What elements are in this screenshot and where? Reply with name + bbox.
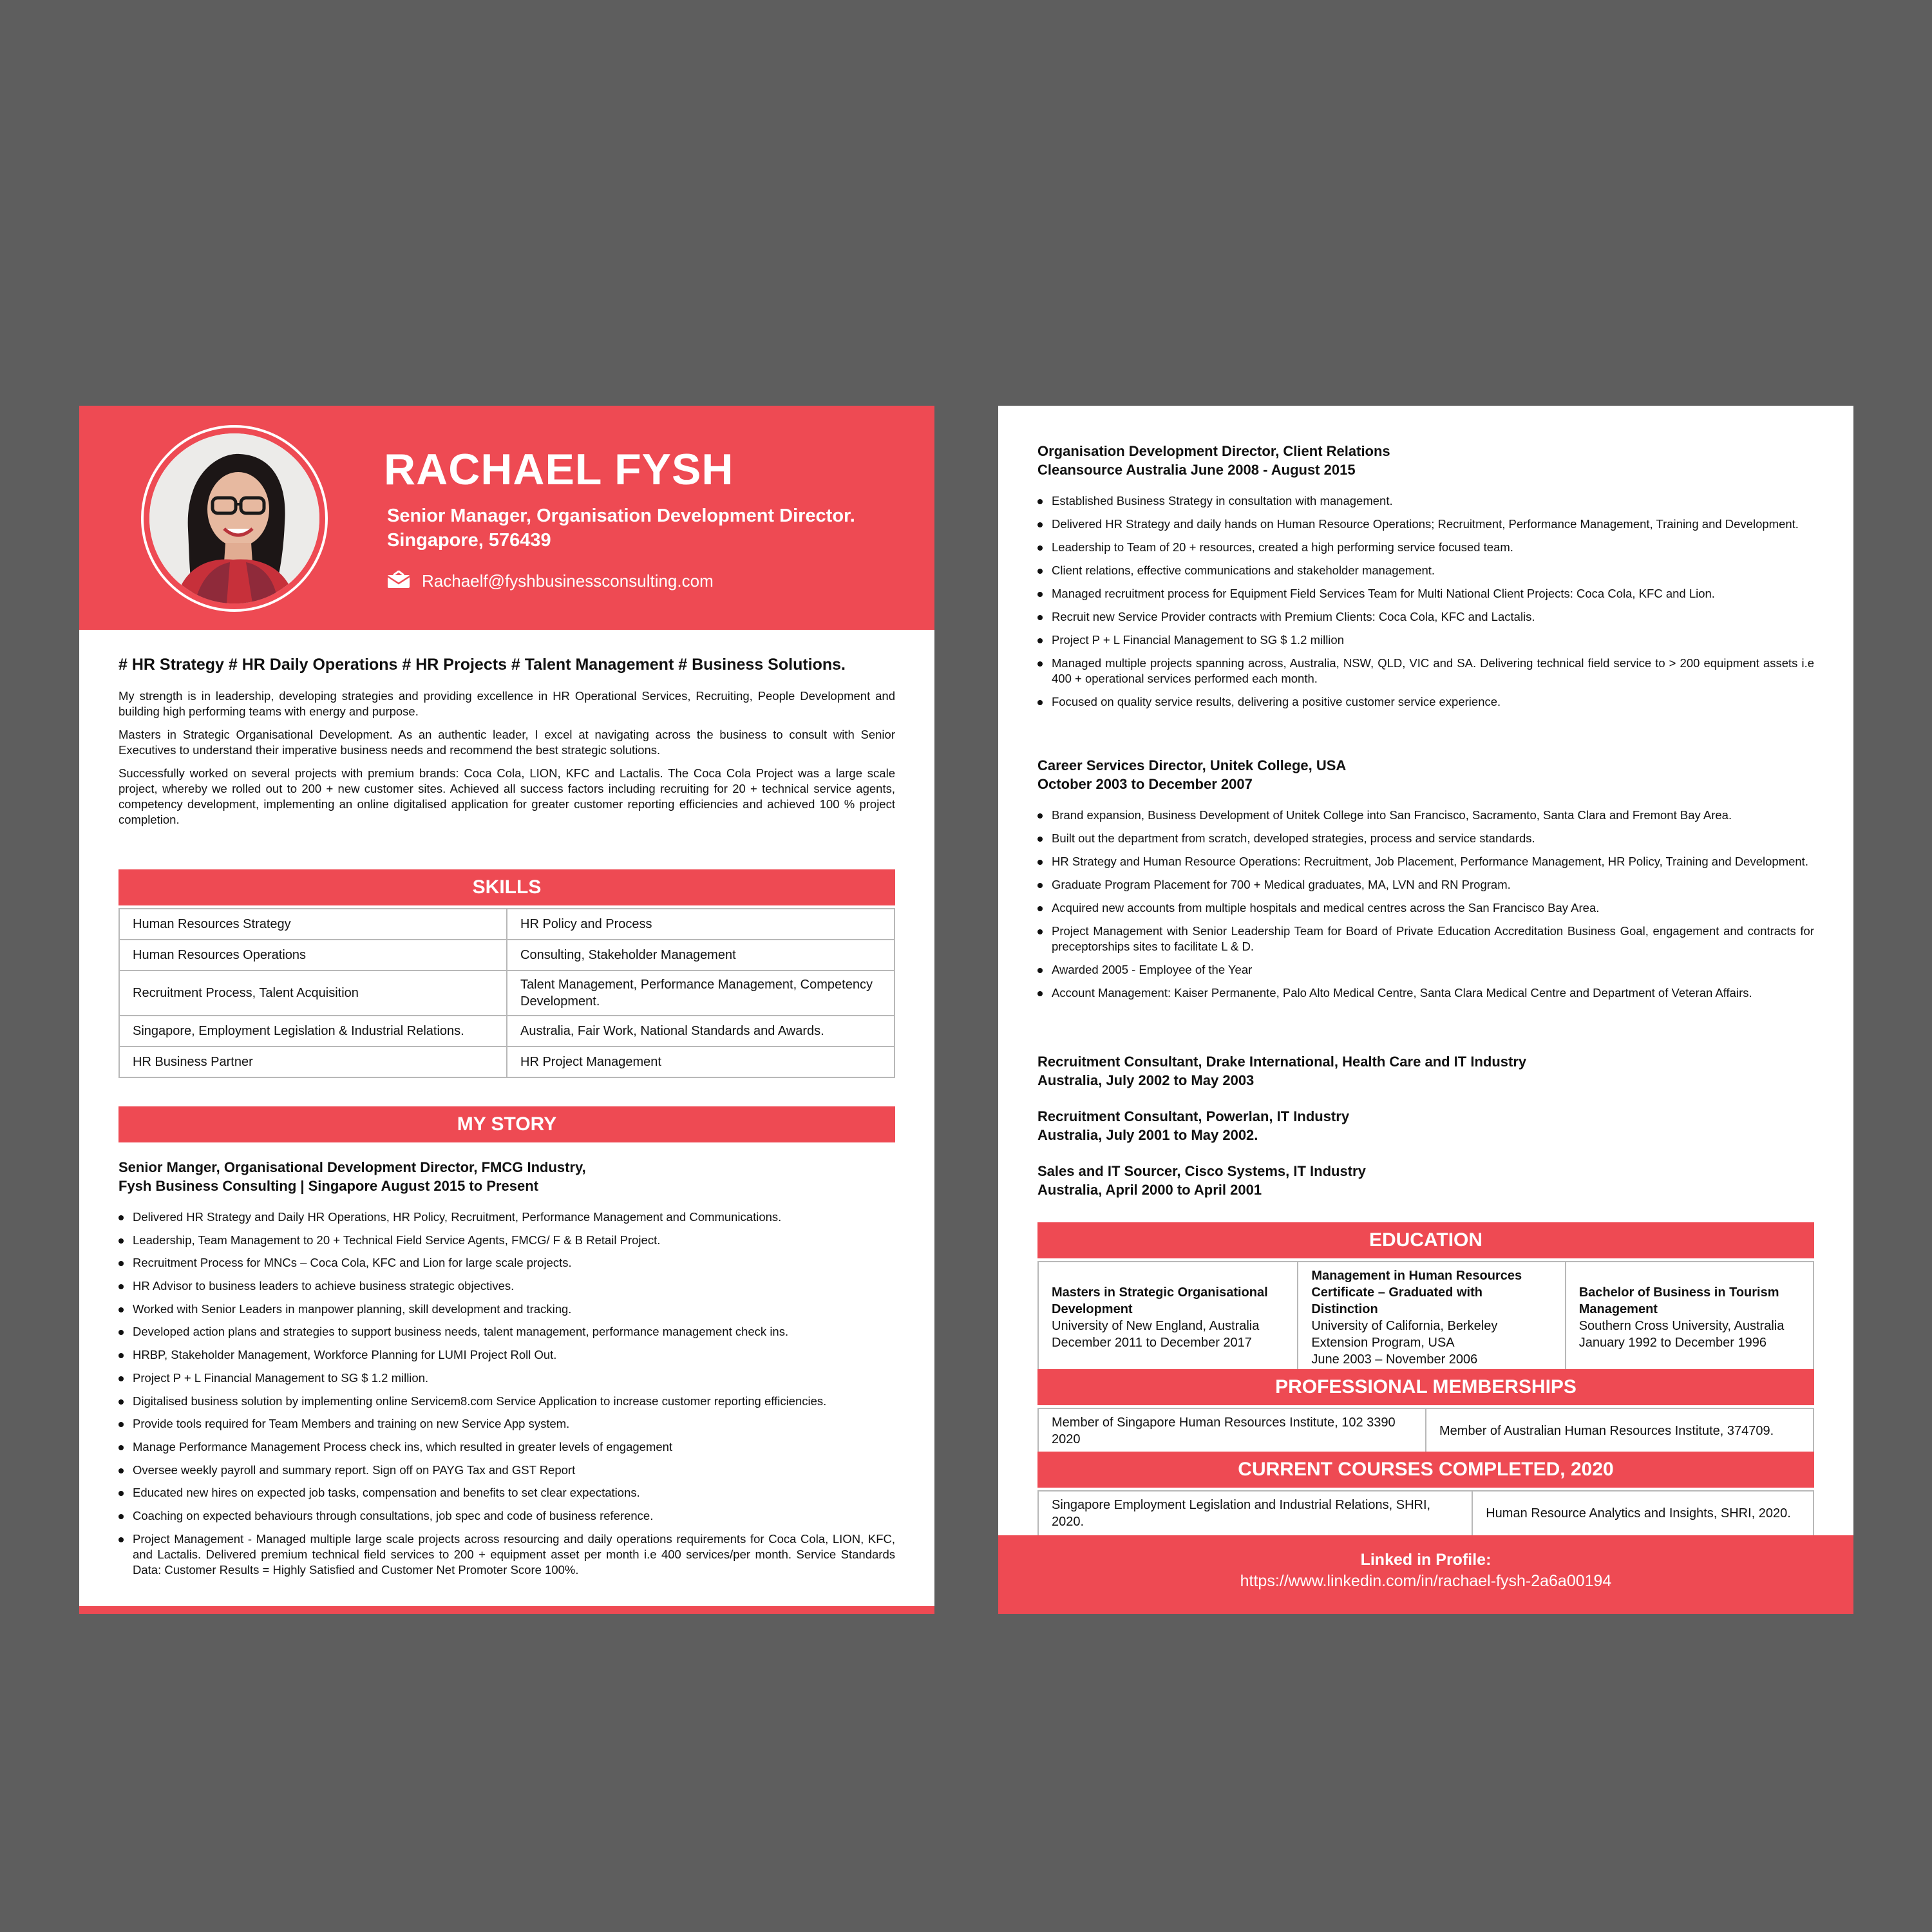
skills-heading: SKILLS — [118, 869, 895, 905]
table-row — [119, 971, 895, 1016]
list-item: Delivered HR Strategy and daily hands on Human Resource Operations; Recruitment, Performance Management, Training and Development. — [1037, 516, 1814, 532]
education-heading: EDUCATION — [1037, 1222, 1814, 1258]
title-line-1: Senior Manager, Organisation Development Director. — [387, 506, 855, 526]
job-bullets — [1037, 808, 1814, 1001]
study-dates: January 1992 to December 1996 — [1578, 1336, 1767, 1350]
job-title: Senior Manger, Organisational Development Director, FMCG Industry, — [118, 1159, 586, 1175]
list-item: Project P + L Financial Management to SG $ 1.2 million — [1037, 632, 1814, 648]
education-table — [1037, 1261, 1814, 1374]
my-story-section — [118, 1158, 895, 1585]
summary-paragraph: Successfully worked on several projects with premium brands: Coca Cola, LION, KFC and Lactalis. The Coca Cola Project was a large scale project, whereby we rolled out to 200 + new customer sites. Achieved all success factors including recruiting for 20 + technical service agents, competency development, implementing an online digitalised application for greater customer reporting efficiencies and achieved 100 % project completion. — [118, 766, 895, 826]
job-company-dates: Australia, July 2001 to May 2002. — [1037, 1127, 1258, 1143]
list-item: Recruit new Service Provider contracts with Premium Clients: Coca Cola, KFC and Lactalis. — [1037, 609, 1814, 625]
education-cell — [1298, 1262, 1565, 1374]
list-item: Coaching on expected behaviours through consultations, job spec and code of business reference. — [118, 1508, 895, 1524]
study-dates: June 2003 – November 2006 — [1311, 1352, 1478, 1367]
profile-photo — [149, 433, 319, 603]
job-bullets — [1037, 493, 1814, 710]
summary-paragraph: My strength is in leadership, developing strategies and providing excellence in HR Operational Services, Recruiting, People Development and building high performing teams with energy and purpose. — [118, 689, 895, 718]
memberships-table — [1037, 1408, 1814, 1454]
skill-cell: Talent Management, Performance Management, Competency Development. — [507, 971, 895, 1016]
list-item: Provide tools required for Team Members and training on new Service App system. — [118, 1416, 895, 1432]
skill-cell: HR Project Management — [507, 1046, 895, 1077]
table-row — [119, 940, 895, 971]
resume-page-2 — [998, 406, 1853, 1614]
table-row — [119, 1046, 895, 1077]
list-item: Managed multiple projects spanning across, Australia, NSW, QLD, VIC and SA. Delivering technical field service to > 200 equipment assets i.e 400 + operational services performed each month. — [1037, 656, 1814, 687]
list-item: Client relations, effective communications and stakeholder management. — [1037, 563, 1814, 578]
degree-name: Management in Human Resources Certificate – Graduated with Distinction — [1311, 1269, 1522, 1316]
header-banner — [79, 406, 934, 630]
education-cell — [1038, 1262, 1298, 1374]
experience-job-3 — [1037, 1052, 1814, 1090]
skill-cell: Recruitment Process, Talent Acquisition — [119, 971, 507, 1016]
list-item: HR Advisor to business leaders to achieve business strategic objectives. — [118, 1278, 895, 1294]
list-item: Educated new hires on expected job tasks, compensation and benefits to set clear expectations. — [118, 1485, 895, 1501]
list-item: Project Management with Senior Leadership Team for Board of Private Education Accreditation Business Goal, engagement and contracts for preceptorships sites to facilitate L & D. — [1037, 923, 1814, 954]
experience-job-2 — [1037, 756, 1814, 1009]
skill-cell: Consulting, Stakeholder Management — [507, 940, 895, 971]
list-item: Account Management: Kaiser Permanente, Palo Alto Medical Centre, Santa Clara Medical Centre and Department of Veteran Affairs. — [1037, 985, 1814, 1001]
list-item: Digitalised business solution by implementing online Servicem8.com Service Application to increase customer reporting efficiencies. — [118, 1394, 895, 1409]
courses-heading: CURRENT COURSES COMPLETED, 2020 — [1037, 1452, 1814, 1488]
list-item: Leadership to Team of 20 + resources, created a high performing service focused team. — [1037, 540, 1814, 555]
course-cell: Singapore Employment Legislation and Industrial Relations, SHRI, 2020. — [1038, 1491, 1472, 1536]
skill-cell: Singapore, Employment Legislation & Industrial Relations. — [119, 1016, 507, 1046]
list-item: Established Business Strategy in consultation with management. — [1037, 493, 1814, 509]
job-title: Sales and IT Sourcer, Cisco Systems, IT Industry — [1037, 1163, 1366, 1179]
experience-job-5 — [1037, 1162, 1814, 1199]
candidate-name: RACHAEL FYSH — [384, 445, 734, 494]
list-item: Recruitment Process for MNCs – Coca Cola, KFC and Lion for large scale projects. — [118, 1255, 895, 1271]
table-row — [119, 909, 895, 940]
page-bottom-strip — [79, 1606, 934, 1614]
skill-cell: HR Business Partner — [119, 1046, 507, 1077]
institution: Southern Cross University, Australia — [1578, 1319, 1785, 1333]
profile-photo-frame — [141, 425, 328, 612]
table-row — [1038, 1491, 1814, 1536]
list-item: Acquired new accounts from multiple hospitals and medical centres across the San Francisco Bay Area. — [1037, 900, 1814, 916]
experience-job-1 — [1037, 442, 1814, 717]
job-company-dates: Australia, July 2002 to May 2003 — [1037, 1072, 1255, 1088]
summary-paragraph: Masters in Strategic Organisational Development. As an authentic leader, I excel at navigating across the business to consult with Senior Executives to understand their imperative business needs and recommend the best strategic solutions. — [118, 728, 895, 757]
contact-email-row — [387, 571, 714, 592]
study-dates: December 2011 to December 2017 — [1052, 1336, 1252, 1350]
course-cell: Human Resource Analytics and Insights, SHRI, 2020. — [1472, 1491, 1814, 1536]
my-story-heading: MY STORY — [118, 1106, 895, 1142]
list-item: Delivered HR Strategy and Daily HR Operations, HR Policy, Recruitment, Performance Management and Communications. — [118, 1209, 895, 1225]
job-company-dates: Australia, April 2000 to April 2001 — [1037, 1182, 1262, 1198]
title-line-2: Singapore, 576439 — [387, 530, 551, 551]
list-item: Managed recruitment process for Equipment Field Services Team for Multi National Client Projects: Coca Cola, KFC and Lion. — [1037, 586, 1814, 601]
envelope-icon — [387, 571, 410, 592]
education-cell — [1566, 1262, 1814, 1374]
job-heading — [118, 1158, 895, 1195]
job-heading — [1037, 756, 1814, 793]
table-row — [119, 1016, 895, 1046]
job-title: Career Services Director, Unitek College, USA — [1037, 757, 1347, 773]
job-company-dates: October 2003 to December 2007 — [1037, 776, 1253, 792]
list-item: Worked with Senior Leaders in manpower planning, skill development and tracking. — [118, 1302, 895, 1317]
list-item: Manage Performance Management Process check ins, which resulted in greater levels of engagement — [118, 1439, 895, 1455]
membership-cell: Member of Singapore Human Resources Institute, 102 3390 2020 — [1038, 1408, 1426, 1454]
email-link[interactable]: Rachaelf@fyshbusinessconsulting.com — [422, 571, 714, 591]
job-title: Recruitment Consultant, Drake International, Health Care and IT Industry — [1037, 1054, 1527, 1070]
experience-job-4 — [1037, 1107, 1814, 1144]
list-item: HR Strategy and Human Resource Operations: Recruitment, Job Placement, Performance Management, HR Policy, Training and Development. — [1037, 854, 1814, 869]
degree-name: Masters in Strategic Organisational Development — [1052, 1285, 1268, 1316]
linkedin-url-link[interactable]: https://www.linkedin.com/in/rachael-fysh-2a6a00194 — [1240, 1572, 1612, 1590]
list-item: Oversee weekly payroll and summary report. Sign off on PAYG Tax and GST Report — [118, 1463, 895, 1478]
list-item: Built out the department from scratch, developed strategies, process and service standards. — [1037, 831, 1814, 846]
list-item: Brand expansion, Business Development of Unitek College into San Francisco, Sacramento, Santa Clara and Fremont Bay Area. — [1037, 808, 1814, 823]
job-company-dates: Cleansource Australia June 2008 - August 2015 — [1037, 462, 1356, 478]
job-title: Recruitment Consultant, Powerlan, IT Industry — [1037, 1108, 1350, 1124]
degree-name: Bachelor of Business in Tourism Management — [1578, 1285, 1779, 1316]
job-heading — [1037, 442, 1814, 479]
list-item: Focused on quality service results, delivering a positive customer service experience. — [1037, 694, 1814, 710]
list-item: Awarded 2005 - Employee of the Year — [1037, 962, 1814, 978]
job-bullets — [118, 1209, 895, 1578]
list-item: Developed action plans and strategies to support business needs, talent management, performance management check ins. — [118, 1324, 895, 1340]
linkedin-footer — [998, 1535, 1853, 1614]
tagline: # HR Strategy # HR Daily Operations # HR Projects # Talent Management # Business Solutions. — [118, 656, 846, 674]
linkedin-label: Linked in Profile: — [1360, 1551, 1492, 1569]
skill-cell: Australia, Fair Work, National Standards and Awards. — [507, 1016, 895, 1046]
membership-cell: Member of Australian Human Resources Institute, 374709. — [1426, 1408, 1814, 1454]
list-item: Project Management - Managed multiple large scale projects across resourcing and daily operations requirements for Coca Cola, LION, KFC, and Lactalis. Delivered premium technical field services to 200 + equipment asset per month i.e 400 services/per month. Service Standards Data: Customer Results = Highly Satisfied and Customer Net Promoter Score 100%. — [118, 1531, 895, 1578]
list-item: HRBP, Stakeholder Management, Workforce Planning for LUMI Project Roll Out. — [118, 1347, 895, 1363]
list-item: Graduate Program Placement for 700 + Medical graduates, MA, LVN and RN Program. — [1037, 877, 1814, 893]
institution: University of New England, Australia — [1052, 1319, 1260, 1333]
memberships-heading: PROFESSIONAL MEMBERSHIPS — [1037, 1369, 1814, 1405]
table-row — [1038, 1408, 1814, 1454]
skill-cell: Human Resources Strategy — [119, 909, 507, 940]
institution: University of California, Berkeley Extension Program, USA — [1311, 1319, 1498, 1350]
skill-cell: Human Resources Operations — [119, 940, 507, 971]
skills-table — [118, 908, 895, 1078]
list-item: Leadership, Team Management to 20 + Technical Field Service Agents, FMCG/ F & B Retail Project. — [118, 1233, 895, 1248]
job-company-dates: Fysh Business Consulting | Singapore August 2015 to Present — [118, 1178, 539, 1194]
candidate-title — [387, 504, 855, 553]
profile-summary — [118, 656, 895, 835]
skill-cell: HR Policy and Process — [507, 909, 895, 940]
table-row — [1038, 1262, 1814, 1374]
job-title: Organisation Development Director, Client Relations — [1037, 443, 1390, 459]
resume-page-1 — [79, 406, 934, 1614]
list-item: Project P + L Financial Management to SG $ 1.2 million. — [118, 1370, 895, 1386]
courses-table — [1037, 1490, 1814, 1537]
